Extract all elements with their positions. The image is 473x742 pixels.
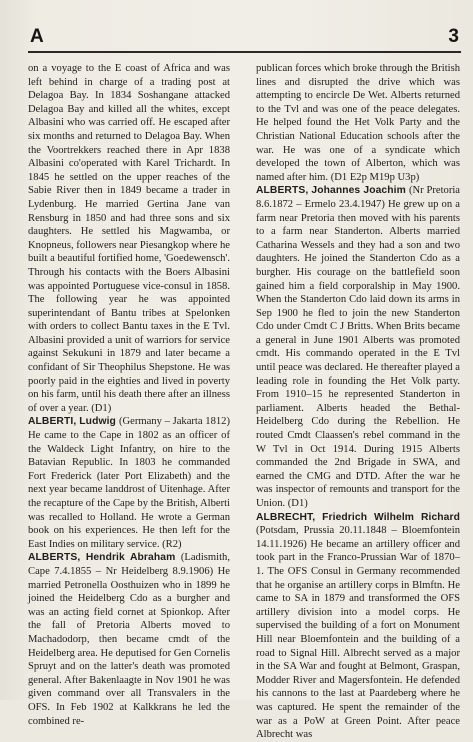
entry-heading: ALBERTI, Ludwig <box>28 416 119 428</box>
entry-alberts-hendrik-abraham <box>28 551 230 728</box>
header-rule <box>28 51 461 53</box>
continued-entry-text: on a voyage to the E coast of Africa and was left behind in charge of a trading post at Delagoa Bay. In 1834 Soshangane attacked Delagoa Bay and killed all the whites, except Albasini who was carried off. He escaped after six months and returned to Delagoa Bay. When the Voortrekkers reached there in Apr 1838 Albasini co'operated with Karel Trichardt. In 1845 he settled on the upper reaches of the Sabie River then in 1849 became a trader in Lydenburg. He married Gertina Jane van Rensburg in 1850 and had three sons and six daughters. He settled his Magwamba, or Knopneus, followers near Piesangkop where he built a beautiful fortified home, 'Goedewensch'. Through his contacts with the Boers Albasini was appointed Portuguese vice-consul in 1858. The following year he was appointed superintendant of Bantu tribes at Spelonken with orders to collect Bantu taxes in the E Tvl. Albasini provided a unit of warriors for service against Sekukuni in 1879 and later became a confidant of Sir Theophilus Shepstone. He was poorly paid in the eighties and lived in poverty on his farm, until his death there after an illness of over a year. (D1) <box>28 63 230 414</box>
right-column <box>256 62 460 742</box>
entry-body: (Ladismith, Cape 7.4.1855 – Nr Heidelberg 8.9.1906) He married Petronella Oosthuizen who in 1899 he joined the Heidelberg Cdo as a burgher and was an acting field cornet at Spionkop. After the fall of Pretoria Alberts moved to Machadodorp, then became cmdt of the Heidelberg area. He deputised for Gen Cornelis Spruyt and on the latter's death was promoted general. After Bakenlaagte in Nov 1901 he was given command over all Transvalers in the OFS. In Feb 1902 at Kalkkrans he led the combined re- <box>28 552 230 727</box>
entry-heading: ALBRECHT, Friedrich Wilhelm Richard <box>256 511 460 523</box>
entry-body: (Nr Pretoria 8.6.1872 – Ermelo 23.4.1947) He grew up on a farm near Pretoria then moved with his parents to a farm near Standerton. Alberts married Catharina Wessels and they had a son and two daughters. He joined the Standerton Cdo as a burgher. His courage on the battlefield soon gained him a field corporalship in May 1900. When the Standerton Cdo laid down its arms in Sep 1900 he fled to join the new Standerton Cdo under Cmdt C J Britts. When Brits became a general in June 1901 Alberts was promoted cmdt. His commando operated in the E Tvl until peace was declared. He thereafter played a leading role in founding the Het Volk party. From 1910–15 he represented Standerton in parliament. Alberts headed the Bethal-Heidelberg Cdo during the Rebellion. He routed Cmdt Claassen's rebel command in the W Tvl in Oct 1914. During 1915 Alberts commanded the 2nd Brigade in SWA, and earned the CMG and DTD. After the war he was inspector of remounts and transport for the Union. (D1) <box>256 185 461 509</box>
entry-heading: ALBERTS, Johannes Joachim <box>256 185 409 197</box>
entry-body: (Potsdam, Prussia 20.11.1848 – Bloemfontein 14.11.1926) He became an artillery officer and took part in the Franco-Prussian War of 1870–1. The OFS Consul in Germany recommended that he organise an artillery corps in Blmftn. He came to SA in 1879 and transformed the OFS artillery division into a model corps. He supervised the building of a fort on Monument Hill near Bloemfontein and the building of a road to Signal Hill. Albrecht served as a major in the SA War and fought at Belmont, Graspan, Modder River and Magersfontein. He defended his cannons to the last at Paardeberg where he was captured. He spent the remainder of the war as a PoW at Green Point. After peace Albrecht was <box>256 525 460 741</box>
left-column <box>28 62 230 728</box>
entry-body: (Germany – Jakarta 1812) He came to the Cape in 1802 as an officer of the Waldeck Light Infantry, on hire to the Batavian Republic. In 1803 he commanded Fort Frederick (later Port Elizabeth) and the next year became landdrost of Uitenhage. After the recapture of the Cape by the British, Alberti was recalled to Holland. He wrote a German book on his experiences. He then left for the East Indies on military service. (R2) <box>28 416 230 550</box>
page-header <box>0 0 473 60</box>
section-letter: A <box>30 26 44 47</box>
entry-alberti-ludwig <box>28 415 230 551</box>
continued-entry-text: publican forces which broke through the British lines and disrupted the drive which was attempting to encircle De Wet. Alberts returned to the Tvl and was one of the peace delegates. He helped found the Het Volk Party and the Christian National Education schools after the war. He was one of a syndicate which developed the town of Alberton, which was named after him. (D1 E2p M19p U3p) <box>256 63 460 183</box>
entry-alberts-johannes-joachim <box>256 184 460 510</box>
entry-albrecht-friedrich <box>256 511 460 742</box>
page-number: 3 <box>448 26 459 47</box>
entry-heading: ALBERTS, Hendrik Abraham <box>28 552 181 564</box>
